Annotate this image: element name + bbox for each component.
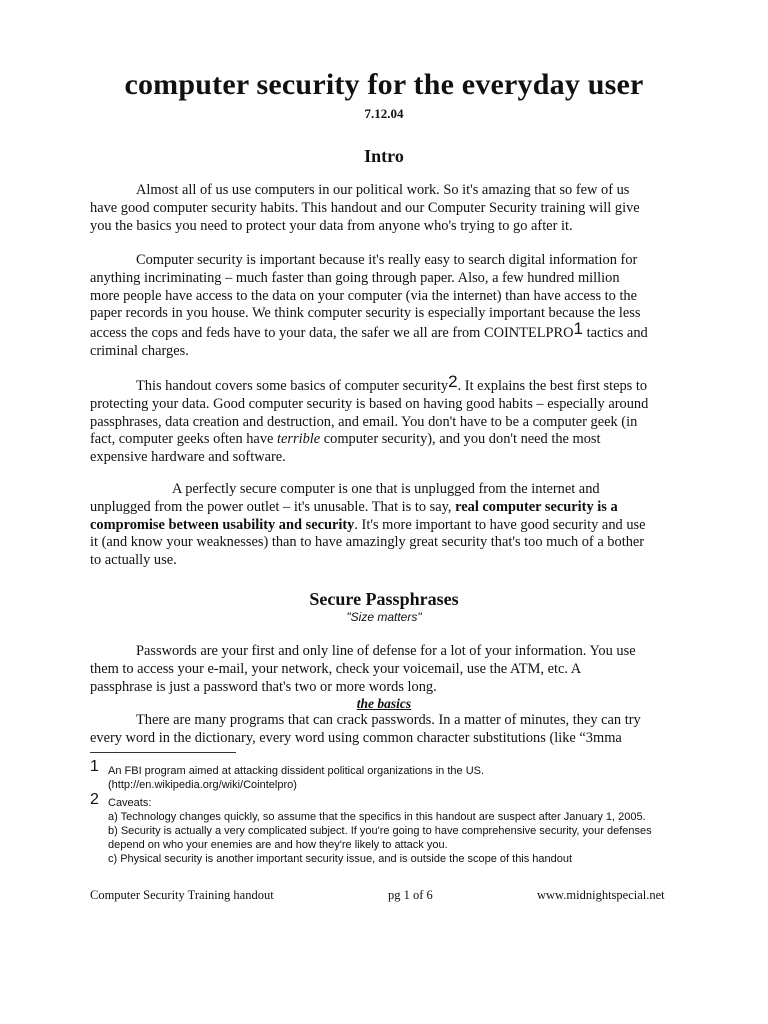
intro-paragraph-3 — [90, 372, 680, 467]
paragraph-line: expensive hardware and software. — [90, 449, 286, 466]
footer-left: Computer Security Training handout — [90, 888, 274, 902]
page-title: computer security for the everyday user — [124, 68, 644, 101]
line-text: tactics and — [582, 325, 648, 342]
paragraph-line: every word in the dictionary, every word using common character substitutions (like “3mma — [90, 729, 622, 746]
paragraph-line: paper records in you house. We think computer security is especially important because the less — [90, 305, 641, 322]
footnote-line: depend on who your enemies are and how they're likely to attack you. — [108, 839, 448, 851]
footnote-line: An FBI program aimed at attacking dissident political organizations in the US. — [108, 765, 485, 777]
paragraph-line: criminal charges. — [90, 342, 189, 359]
passphrases-paragraph-1 — [90, 643, 680, 696]
document-date: 7.12.04 — [364, 106, 404, 121]
line-text: This handout covers some basics of computer security — [136, 378, 449, 394]
paragraph-line — [90, 319, 680, 343]
line-text: . It explains the best first steps to — [457, 378, 648, 394]
passphrases-heading: Secure Passphrases — [309, 589, 459, 609]
footnote-number-1: 1 — [90, 758, 99, 775]
footer-website[interactable]: www.midnightspecial.net — [537, 888, 665, 902]
passphrases-subtitle: "Size matters" — [346, 610, 422, 624]
footnote-line: c) Physical security is another important security issue, and is outside the scope of this handout — [108, 853, 573, 865]
footer-page-number: pg 1 of 6 — [388, 888, 433, 902]
paragraph-line: passphrases, data creation and destruction, and email. You don't have to be a computer geek (in — [90, 413, 638, 430]
footnote-number-2: 2 — [90, 791, 99, 808]
paragraph-line — [90, 372, 680, 396]
basics-subheading: the basics — [356, 696, 412, 711]
paragraph-line: A perfectly secure computer is one that is unplugged from the internet and — [172, 481, 600, 497]
intro-paragraph-1 — [90, 182, 680, 235]
paragraph-line: more people have access to the data on your computer (via the internet) than have access to the — [90, 287, 638, 304]
line-text: unplugged from the power outlet – it's unusable. That is to say, — [90, 498, 456, 515]
line-text: . It's more important to have good security and use — [354, 516, 646, 533]
footnote-divider — [90, 752, 236, 753]
paragraph-line: anything incriminating – much faster than going through paper. Also, a few hundred million — [90, 269, 620, 286]
footnote-line: (http://en.wikipedia.org/wiki/Cointelpro) — [108, 779, 297, 791]
intro-heading: Intro — [364, 146, 404, 166]
footnote-marker-1[interactable]: 1 — [573, 319, 583, 339]
paragraph-line: them to access your e-mail, your network, check your voicemail, use the ATM, etc. A — [90, 660, 582, 677]
line-text: fact, computer geeks often have — [90, 431, 277, 448]
paragraph-line: protecting your data. Good computer security is based on having good habits – especially around — [90, 395, 649, 412]
footnote-2 — [108, 796, 688, 866]
footnote-line: b) Security is actually a very complicated subject. If you're going to have comprehensive security, your defenses — [108, 825, 652, 837]
paragraph-line: passphrase is just a password that's two or more words long. — [90, 678, 437, 695]
intro-paragraph-4 — [90, 481, 680, 570]
paragraph-line: Passwords are your first and only line of defense for a lot of your information. You use — [136, 643, 636, 659]
footnote-marker-2[interactable]: 2 — [448, 372, 458, 391]
paragraph-line: There are many programs that can crack passwords. In a matter of minutes, they can try — [136, 712, 641, 728]
paragraph-line: have good computer security habits. This handout and our Computer Security training will give — [90, 199, 640, 216]
paragraph-line — [90, 517, 680, 535]
intro-paragraph-2 — [90, 252, 680, 361]
line-text: access the cops and feds have to your data, the safer we all are from COINTELPRO — [90, 325, 574, 342]
paragraph-line: Almost all of us use computers in our political work. So it's amazing that so few of us — [136, 182, 630, 198]
passphrases-paragraph-2 — [90, 712, 680, 748]
paragraph-line: it (and know your weaknesses) than to have amazingly great security that's too much of a bother — [90, 534, 645, 551]
bold-text: real computer security is a — [455, 498, 618, 515]
bold-text: compromise between usability and security — [90, 516, 355, 533]
paragraph-line — [90, 431, 680, 449]
emphasis-text: terrible — [277, 431, 321, 448]
footnote-1 — [108, 764, 688, 792]
line-text: computer security), and you don't need the most — [320, 431, 601, 448]
paragraph-line — [90, 499, 680, 517]
paragraph-line: to actually use. — [90, 552, 177, 569]
paragraph-line: Computer security is important because it's really easy to search digital information for — [136, 252, 638, 268]
footnote-line: Caveats: — [108, 797, 152, 809]
footnote-line: a) Technology changes quickly, so assume that the specifics in this handout are suspect after January 1, 2005. — [108, 811, 646, 823]
paragraph-line: you the basics you need to protect your data from anyone who's trying to go after it. — [90, 217, 573, 234]
